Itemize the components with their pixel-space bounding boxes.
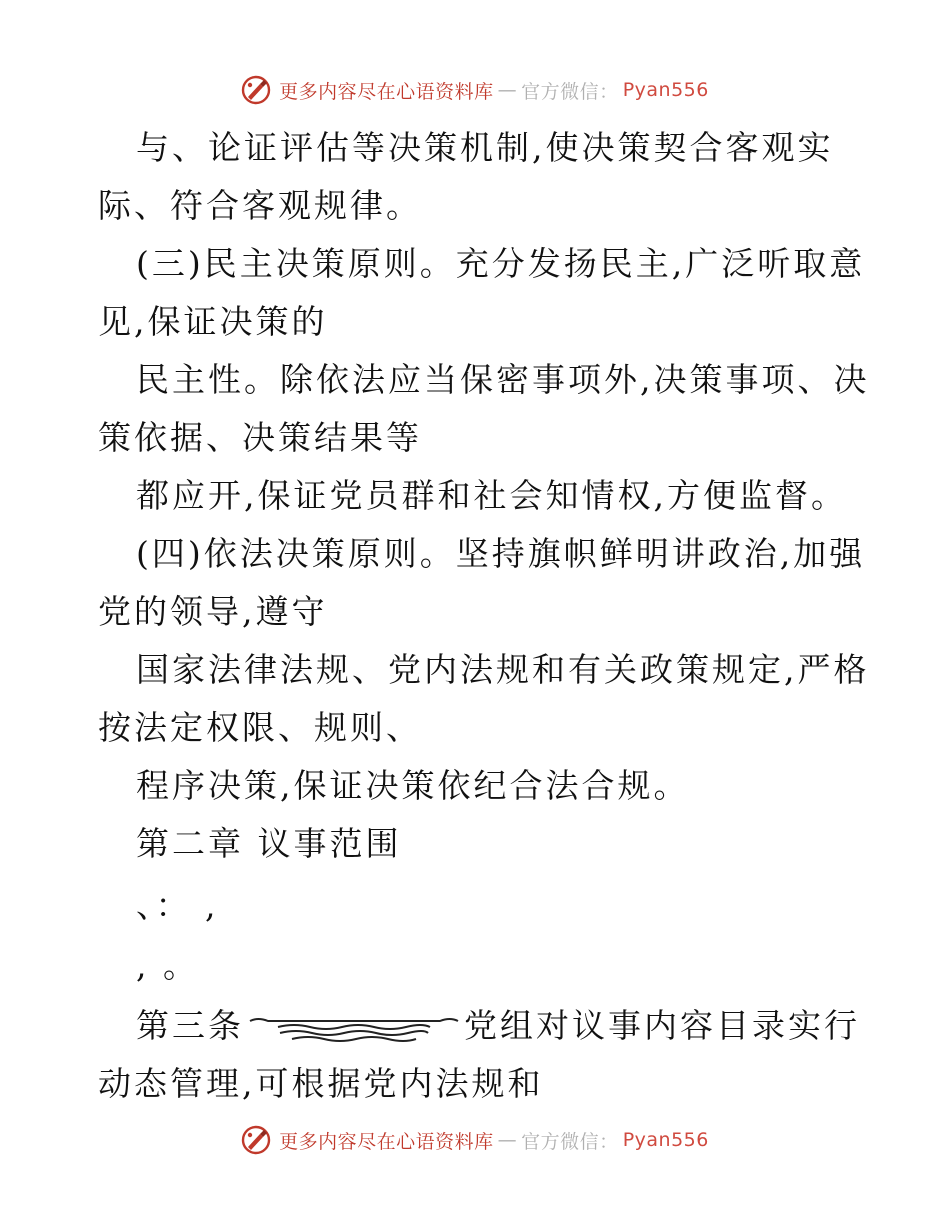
banner-wechat-id: Pyan556 <box>622 79 709 101</box>
banner-wechat-label: 官方微信： <box>521 1130 619 1153</box>
banner-wechat-label: 官方微信： <box>521 80 619 103</box>
body-line: 际、符合客观规律。 <box>98 186 422 225</box>
body-line: 国家法律法规、党内法规和有关政策规定,严格 <box>136 650 870 689</box>
body-line: 程序决策,保证决策依纪合法合规。 <box>136 766 690 805</box>
article-3-text: 党组对议事内容目录实行 <box>464 1006 860 1045</box>
body-line: 动态管理,可根据党内法规和 <box>98 1064 544 1103</box>
banner-separator: — <box>497 79 518 101</box>
body-line: 、： , <box>136 886 219 925</box>
banner-separator: — <box>497 1129 518 1151</box>
pen-logo-icon <box>241 75 271 105</box>
body-line: 党的领导,遵守 <box>98 592 328 631</box>
body-line: 按法定权限、规则、 <box>98 708 422 747</box>
body-line: (三)民主决策原则。充分发扬民主,广泛听取意 <box>136 244 866 283</box>
chapter-heading: 第二章 议事范围 <box>136 824 402 863</box>
body-line: 都应开,保证党员群和社会知情权,方便监督。 <box>136 476 847 515</box>
body-line: 策依据、决策结果等 <box>98 418 422 457</box>
body-line: , 。 <box>136 946 199 985</box>
body-line: 民主性。除依法应当保密事项外,决策事项、决 <box>136 360 870 399</box>
body-line: 见,保证决策的 <box>98 302 328 341</box>
body-line: 与、论证评估等决策机制,使决策契合客观实 <box>136 128 834 167</box>
article-3-label: 第三条 <box>136 1006 244 1045</box>
header-watermark-banner <box>0 70 950 110</box>
banner-wechat-id: Pyan556 <box>622 1129 709 1151</box>
article-3-line <box>136 1006 860 1046</box>
wavy-underline-mark <box>248 1013 460 1043</box>
body-line: (四)依法决策原则。坚持旗帜鲜明讲政治,加强 <box>136 534 866 573</box>
banner-main-text: 更多内容尽在心语资料库 <box>279 1130 494 1153</box>
pen-logo-icon <box>241 1125 271 1155</box>
banner-main-text: 更多内容尽在心语资料库 <box>279 80 494 103</box>
footer-watermark-banner <box>0 1120 950 1160</box>
